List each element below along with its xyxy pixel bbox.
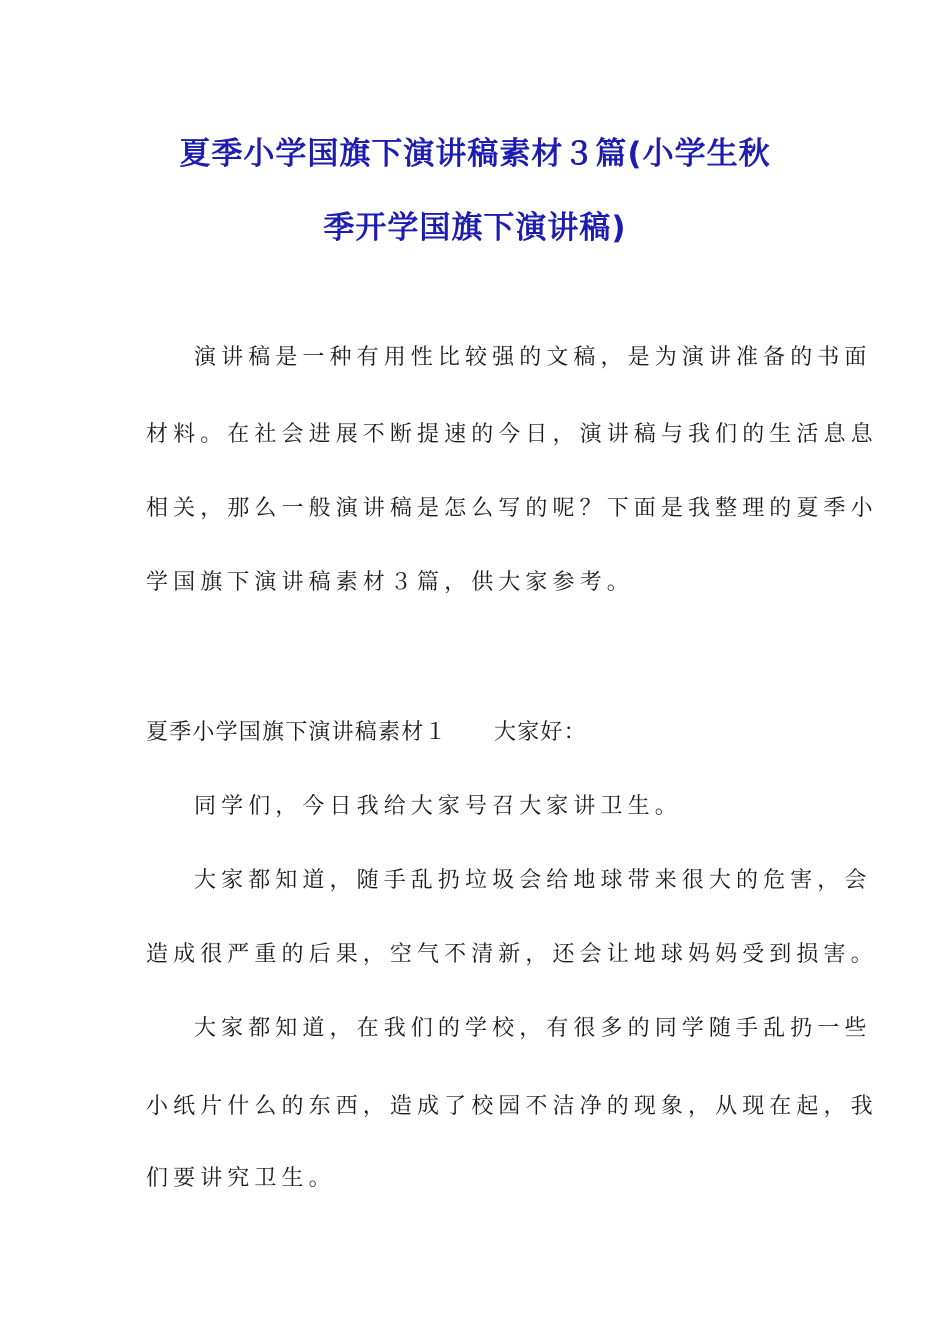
body-line-2: 大家都知道，随手乱扔垃圾会给地球带来很大的危害，会: [194, 868, 872, 893]
intro-paragraph-line-1: 演讲稿是一种有用性比较强的文稿，是为演讲准备的书面: [194, 345, 872, 370]
body-line-1: 同学们，今日我给大家号召大家讲卫生。: [194, 794, 682, 819]
body-line-3: 造成很严重的后果，空气不清新，还会让地球妈妈受到损害。: [146, 942, 878, 967]
intro-paragraph-line-3: 相关，那么一般演讲稿是怎么写的呢？下面是我整理的夏季小: [146, 496, 878, 521]
intro-paragraph-line-4: 学国旗下演讲稿素材３篇，供大家参考。: [146, 570, 634, 595]
body-line-5: 小纸片什么的东西，造成了校园不洁净的现象，从现在起，我: [146, 1094, 878, 1119]
document-title-line-2: 季开学国旗下演讲稿): [323, 210, 627, 246]
document-title-line-1: 夏季小学国旗下演讲稿素材３篇(小学生秋: [179, 136, 771, 172]
body-line-4: 大家都知道，在我们的学校，有很多的同学随手乱扔一些: [194, 1016, 872, 1041]
body-line-6: 们要讲究卫生。: [146, 1166, 336, 1191]
intro-paragraph-line-2: 材料。在社会进展不断提速的今日，演讲稿与我们的生活息息: [146, 422, 878, 447]
section-heading: 夏季小学国旗下演讲稿素材１ 大家好：: [146, 720, 587, 745]
